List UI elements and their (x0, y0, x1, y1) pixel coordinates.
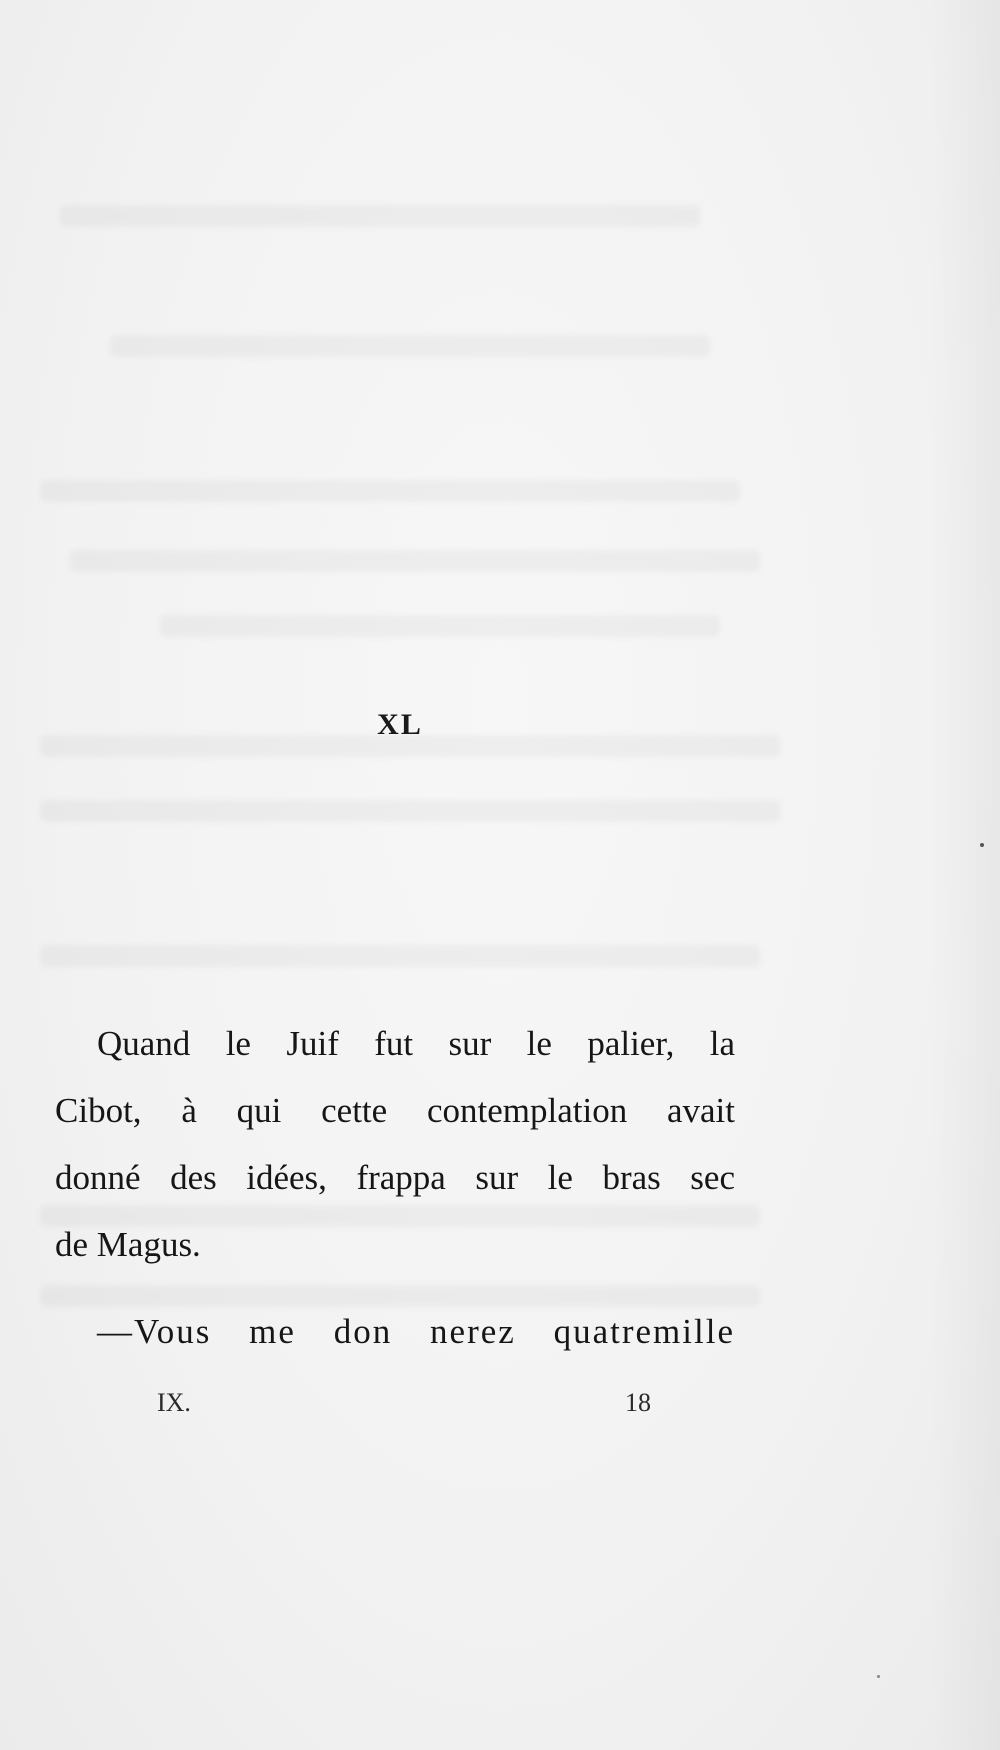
bleed-through-line (40, 945, 760, 967)
bleed-through-line (70, 550, 760, 572)
bleed-through-line (160, 615, 720, 637)
signature-mark: IX. (157, 1388, 191, 1417)
text-line: de Magus. (55, 1225, 201, 1264)
body-text (55, 1010, 735, 1365)
bleed-through-line (40, 800, 780, 822)
text-line: —Vous me don nerez quatremille (97, 1312, 735, 1351)
bleed-through-line (110, 335, 710, 357)
page-edge-shadow (930, 0, 1000, 1750)
paper-speck (980, 843, 984, 847)
text-line: Cibot, à qui cette contemplation avait (55, 1091, 735, 1130)
paper-speck (877, 1675, 880, 1678)
page-number: 18 (625, 1388, 651, 1417)
text-line: Quand le Juif fut sur le palier, la (97, 1024, 735, 1063)
chapter-heading: XL (377, 708, 423, 741)
bleed-through-line (60, 205, 700, 227)
text-line: donné des idées, frappa sur le bras sec (55, 1158, 735, 1197)
bleed-through-line (40, 480, 740, 502)
